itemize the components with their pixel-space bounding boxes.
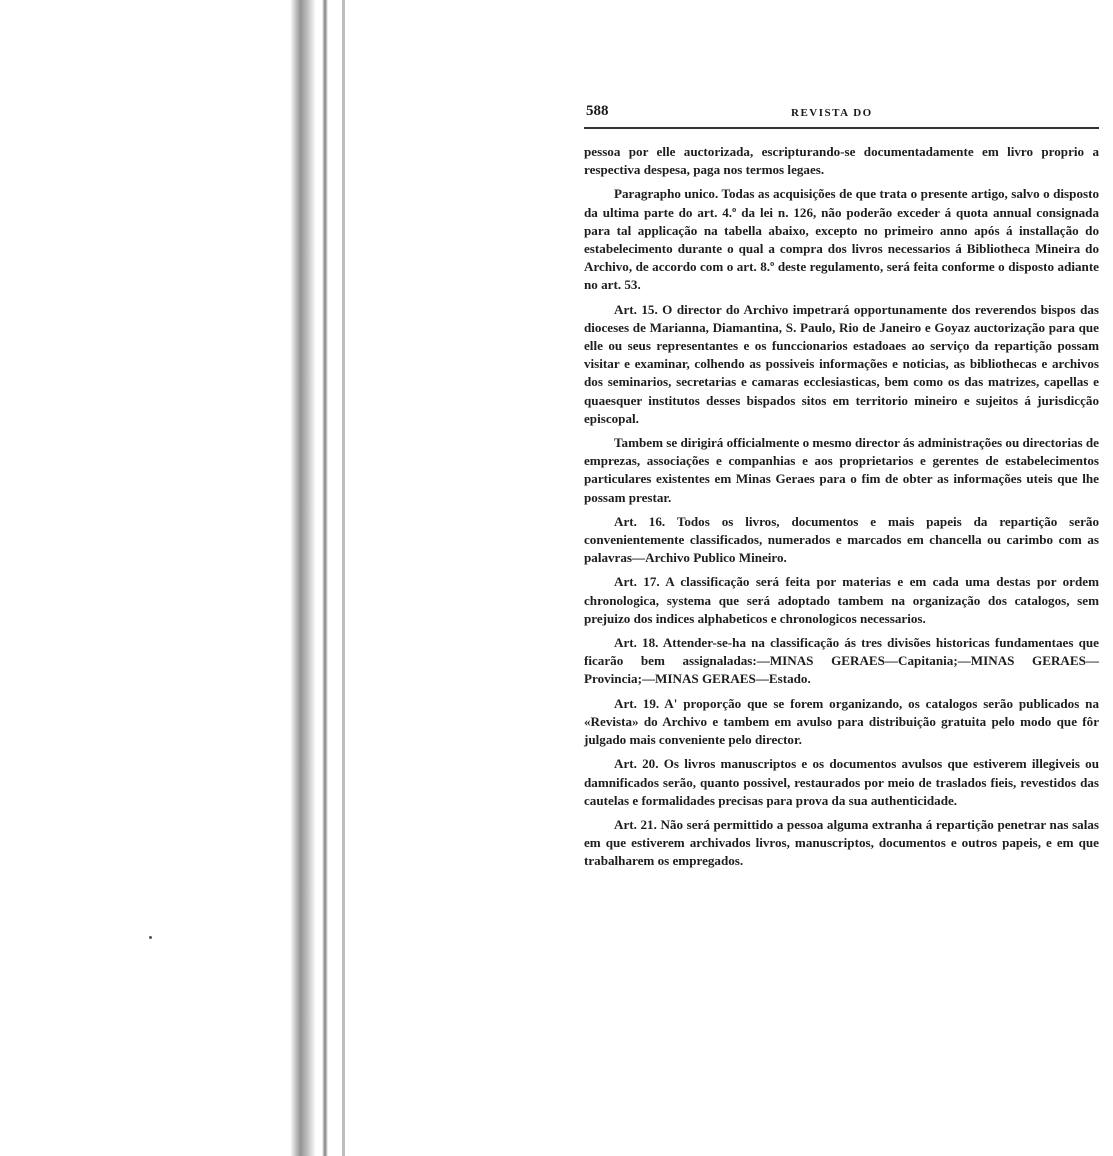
body-text [584, 143, 1099, 871]
paragraph-art-16: Art. 16. Todos os livros, documentos e mais papeis da repartição serão convenientemente classificados, numerados e marcados em chancella ou carimbo com as palavras—Archivo Publico Mineiro. [584, 513, 1099, 566]
spine-shadow [290, 0, 316, 1156]
page-number: 588 [586, 103, 609, 119]
paragraph-paragrapho-unico: Paragrapho unico. Todas as acquisições de que trata o presente artigo, salvo o disposto da ultima parte do art. 4.º da lei n. 126, não poderão exceder á quota annual consignada para tal applicação na tabella abaixo, excepto no primeiro anno após á installação do estabelecimento durante o qual a compra dos livros necessarios á Bibliotheca Mineira do Archivo, de accordo com o art. 8.º deste regulamento, será feita conforme o disposto adiante no art. 53. [584, 186, 1099, 293]
paragraph-tambem: Tambem se dirigirá officialmente o mesmo director ás administrações ou directorias de emprezas, associações e companhias e aos proprietarios e gerentes de estabelecimentos particulares existentes em Minas Geraes para o fim de obter as informações uteis que lhe possam prestar. [584, 435, 1099, 505]
spine-edge [342, 0, 345, 1156]
page-gutter-shadow [270, 0, 360, 1156]
paragraph-art-19: Art. 19. A' proporção que se forem organizando, os catalogos serão publicados na «Revista» do Archivo e tambem em avulso para distribuição gratuita pelo modo que fôr julgado mais conveniente pelo director. [584, 695, 1099, 748]
journal-title: REVISTA DO [791, 107, 873, 119]
paragraph-art-18: Art. 18. Attender-se-ha na classificação ás tres divisões historicas fundamentaes que ficarão bem assignaladas:—MINAS GERAES—Capitania;—MINAS GERAES—Provincia;—MINAS GERAES—Estado. [584, 635, 1099, 687]
paragraph-art-17: Art. 17. A classificação será feita por materias e em cada uma destas por ordem chronologica, systema que será adoptado tambem na organização dos catalogos, sem prejuizo dos indices alphabeticos e chronologicos necessarios. [584, 574, 1099, 626]
paragraph-art-20: Art. 20. Os livros manuscriptos e os documentos avulsos que estiverem illegiveis ou damnificados serão, quanto possivel, restaurados por meio de traslados fieis, revestidos das cautelas e formalidades precisas para prova da sua authenticidade. [584, 756, 1099, 808]
paragraph-continuation: pessoa por elle auctorizada, escripturando-se documentadamente em livro proprio a respectiva despesa, paga nos termos legaes. [584, 144, 1099, 178]
paragraph-art-15: Art. 15. O director do Archivo impetrará opportunamente dos reverendos bispos das dioceses de Marianna, Diamantina, S. Paulo, Rio de Janeiro e Goyaz auctorização para que elle ou seus representantes e os funccionarios estadoaes ao serviço da repartição possam visitar e examinar, colhendo as possiveis informações e noticias, as bibliothecas e archivos dos seminarios, secretarias e camaras ecclesiasticas, bem como os das matrizes, capellas e quaesquer institutos desses bispados sitos em territorio mineiro e sujeitos á jurisdicção episcopal. [584, 301, 1099, 426]
spine-line [322, 0, 328, 1156]
header-rule [584, 127, 1099, 129]
printed-page [584, 103, 1099, 877]
running-head [584, 103, 1099, 125]
scan-speck [149, 936, 152, 939]
paragraph-art-21: Art. 21. Não será permittido a pessoa alguma extranha á repartição penetrar nas salas em que estiverem archivados livros, manuscriptos, documentos e outros papeis, e em que trabalharem os empregados. [584, 816, 1099, 869]
